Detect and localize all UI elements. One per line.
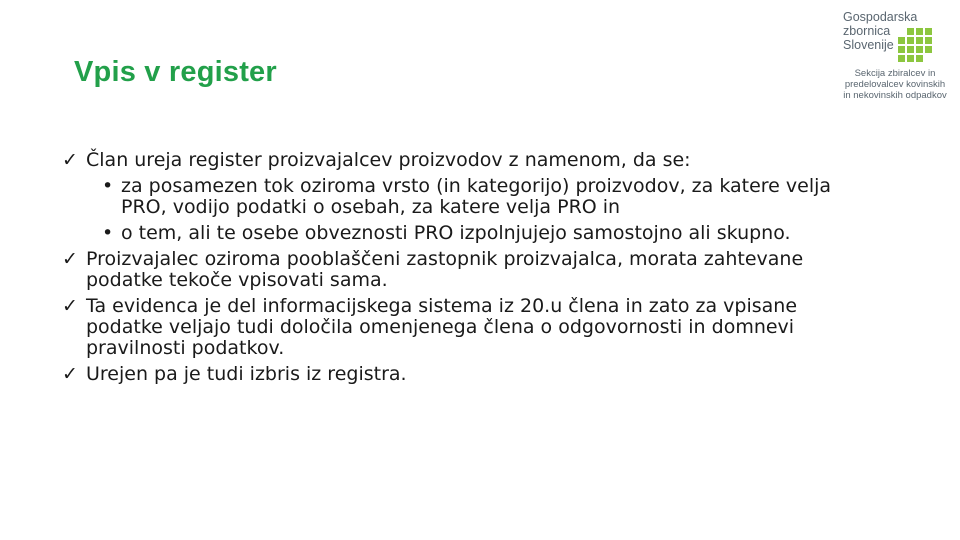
logo-name-line: Gospodarska bbox=[843, 10, 918, 24]
logo-sub-line: Sekcija zbiralcev in bbox=[854, 68, 936, 79]
logo-sub-line: in nekovinskih odpadkov bbox=[843, 90, 947, 101]
bullet-dot-icon: • bbox=[102, 222, 114, 244]
bullet-text: Urejen pa je tudi izbris iz registra. bbox=[86, 363, 407, 385]
bullet-text: Član ureja register proizvajalcev proizvodov z namenom, da se: bbox=[86, 149, 691, 171]
sub-bullet-item bbox=[62, 176, 862, 218]
check-bullet-item bbox=[62, 364, 862, 385]
logo-sub-line: predelovalcev kovinskih bbox=[844, 79, 946, 90]
check-bullet-item bbox=[62, 150, 862, 171]
sub-bullet-item bbox=[62, 223, 862, 244]
check-bullet-item bbox=[62, 249, 862, 291]
slide-title: Vpis v register bbox=[74, 56, 277, 88]
checkmark-icon: ✓ bbox=[62, 295, 78, 317]
bullet-dot-icon: • bbox=[102, 175, 114, 197]
gzs-logo bbox=[836, 8, 954, 104]
bullet-text: Ta evidenca je del informacijskega sistema iz 20.u člena in zato za vpisane podatke veljajo tudi določila omenjenega člena o odgovornosti in domnevi pravilnosti podatkov. bbox=[86, 295, 798, 359]
check-bullet-item bbox=[62, 296, 862, 359]
checkmark-icon: ✓ bbox=[62, 363, 78, 385]
logo-grid-icon bbox=[898, 28, 932, 62]
slide-content bbox=[62, 150, 862, 390]
checkmark-icon: ✓ bbox=[62, 149, 78, 171]
logo-section-name bbox=[836, 68, 954, 101]
logo-name-line: Slovenije bbox=[843, 38, 894, 52]
checkmark-icon: ✓ bbox=[62, 248, 78, 270]
logo-name-line: zbornica bbox=[843, 24, 891, 38]
bullet-text: o tem, ali te osebe obveznosti PRO izpolnjujejo samostojno ali skupno. bbox=[121, 222, 791, 244]
bullet-text: Proizvajalec oziroma pooblaščeni zastopnik proizvajalca, morata zahtevane podatke tekoče vpisovati sama. bbox=[86, 248, 804, 291]
bullet-text: za posamezen tok oziroma vrsto (in kategorijo) proizvodov, za katere velja PRO, vodijo podatki o osebah, za katere velja PRO in bbox=[121, 175, 832, 218]
